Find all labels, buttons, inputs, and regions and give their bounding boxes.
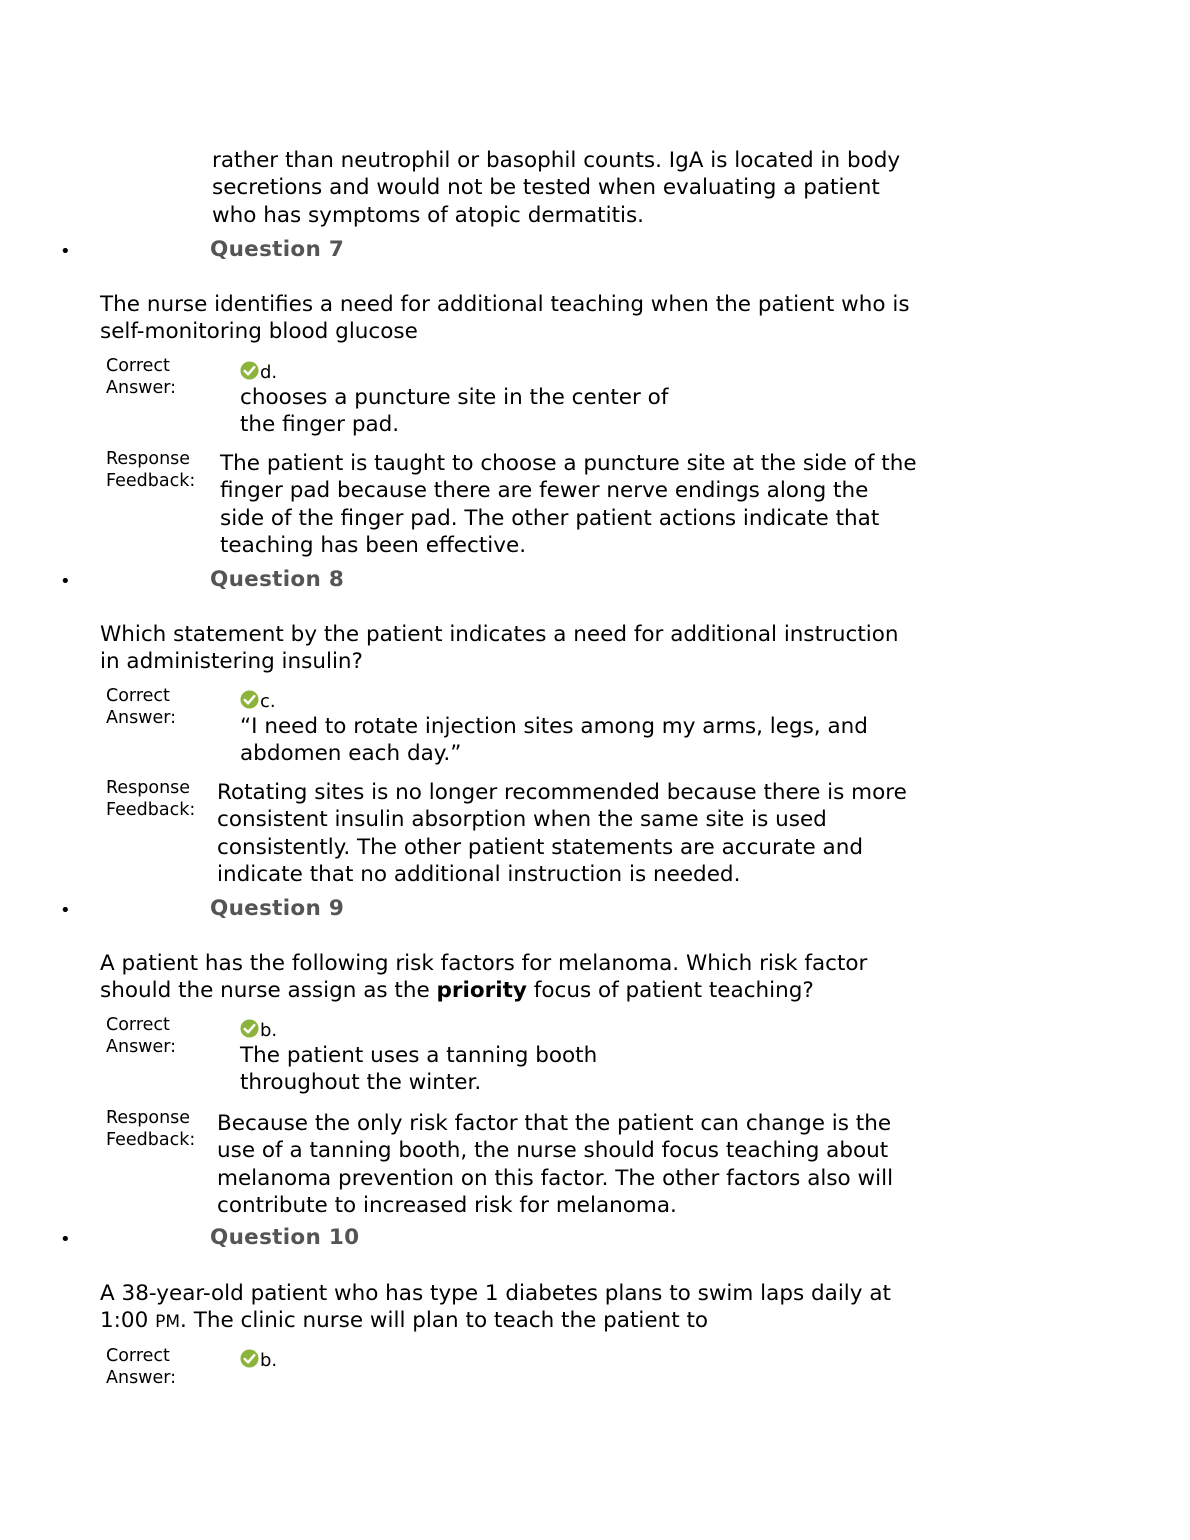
feedback-text: Rotating sites is no longer recommended because there is more consistent insulin absorption when the same site is used consistently. The other patient statements are accurate and indicate that no additional instruction is needed. — [217, 780, 907, 887]
question-prompt — [100, 1280, 891, 1337]
answer-choice — [240, 1017, 277, 1039]
question-prompt: The nurse identifies a need for additional teaching when the patient who is self-monitoring blood glucose — [100, 292, 910, 345]
intro-fragment: rather than neutrophil or basophil counts. IgA is located in body secretions and would not be tested when evaluating a patient who has symptoms of atopic dermatitis. — [212, 148, 901, 228]
check-icon — [240, 690, 259, 709]
answer-text: The patient uses a tanning booth throughout the winter. — [240, 1043, 598, 1096]
question-heading: Question 10 — [210, 1225, 360, 1250]
bullet: • — [60, 900, 71, 921]
bullet: • — [60, 571, 71, 592]
question-heading: Question 8 — [210, 567, 345, 592]
answer-text: “I need to rotate injection sites among my arms, legs, and abdomen each day.” — [240, 714, 868, 767]
feedback-text: The patient is taught to choose a puncture site at the side of the finger pad because there are fewer nerve endings along the side of the finger pad. The other patient actions indicate that teaching has been effective. — [220, 451, 917, 558]
prompt-text: A 38-year-old patient who has type 1 diabetes plans to swim laps daily at 1:00 — [100, 1281, 891, 1334]
answer-choice — [240, 1347, 277, 1369]
answer-text: chooses a puncture site in the center of the finger pad. — [240, 385, 669, 438]
prompt-text: A patient has the following risk factors for melanoma. Which risk factor should the nurse assign as the — [100, 951, 868, 1004]
check-icon — [240, 1349, 259, 1368]
prompt-emphasis: priority — [436, 978, 527, 1004]
question-heading: Question 9 — [210, 896, 345, 921]
question-prompt — [100, 950, 867, 1005]
prompt-text: focus of patient teaching? — [526, 978, 814, 1004]
prompt-text: . The clinic nurse will plan to teach the patient to — [180, 1308, 709, 1334]
bullet: • — [60, 1229, 71, 1250]
correct-answer-label: Correct Answer: — [106, 1015, 177, 1057]
answer-choice — [240, 688, 276, 710]
response-feedback-label: Response Feedback: — [106, 449, 196, 491]
bullet: • — [60, 241, 71, 262]
prompt-smallcaps: PM — [155, 1312, 181, 1333]
answer-letter: b. — [260, 1350, 278, 1371]
feedback-text: Because the only risk factor that the patient can change is the use of a tanning booth, the nurse should focus teaching about melanoma prevention on this factor. The other factors also will contribute to increased risk for melanoma. — [217, 1111, 894, 1218]
question-heading: Question 7 — [210, 237, 345, 262]
response-feedback-label: Response Feedback: — [106, 778, 196, 820]
correct-answer-label: Correct Answer: — [106, 686, 177, 728]
check-icon — [240, 1019, 259, 1038]
correct-answer-label: Correct Answer: — [106, 356, 177, 398]
answer-choice — [240, 359, 277, 381]
response-feedback-label: Response Feedback: — [106, 1108, 196, 1150]
answer-letter: b. — [260, 1020, 278, 1041]
answer-letter: c. — [260, 691, 276, 712]
answer-letter: d. — [260, 362, 278, 383]
check-icon — [240, 361, 259, 380]
correct-answer-label: Correct Answer: — [106, 1346, 177, 1388]
question-prompt: Which statement by the patient indicates a need for additional instruction in administering insulin? — [100, 622, 899, 675]
